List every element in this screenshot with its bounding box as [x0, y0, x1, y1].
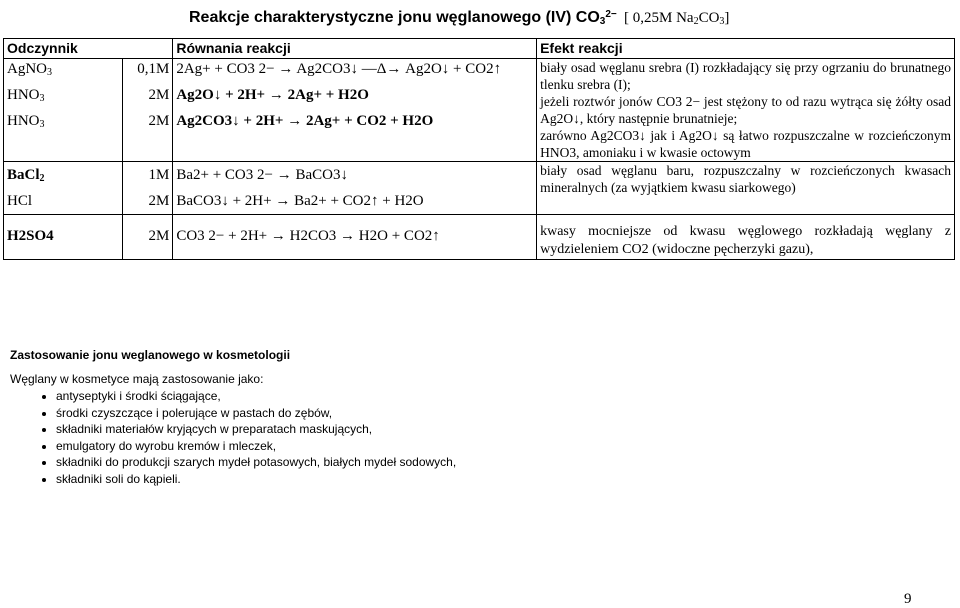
equation-cell	[173, 59, 537, 162]
list-item: • składniki do produkcji szarych mydeł potasowych, białych mydeł sodowych,	[56, 455, 456, 471]
list-item: • składniki materiałów kryjących w preparatach maskujących,	[56, 422, 456, 438]
conc-hcl: 2M	[148, 193, 170, 209]
list-item: • emulgatory do wyrobu kremów i mleczek,	[56, 439, 456, 455]
equation-5: BaCO3↓ + 2H+ → Ba2+ + CO2↑ + H2O	[176, 193, 424, 209]
header-effect: Efekt reakcji	[537, 39, 955, 59]
reagent-h2so4: H2SO4	[7, 228, 54, 244]
equation-6: CO3 2− + 2H+ → H2CO3 → H2O + CO2↑	[176, 228, 440, 244]
conc-h2so4: 2M	[148, 228, 170, 244]
table-row-sulfuric	[4, 215, 955, 260]
list-item: • antyseptyki i środki ściągające,	[56, 389, 456, 405]
uses-list	[10, 389, 456, 487]
header-reagent: Odczynnik	[4, 39, 173, 59]
section-heading: Zastosowanie jonu weglanowego w kosmetologii	[10, 348, 291, 362]
concentration-cell	[123, 162, 173, 215]
equation-4: Ba2+ + CO3 2− → BaCO3↓	[176, 167, 348, 183]
equation-cell	[173, 162, 537, 215]
page-number: 9	[904, 591, 912, 607]
reagent-hno3-a: $HNO_3$	[7, 87, 45, 104]
effect-text-5: kwasy mocniejsze od kwasu węglowego rozkładają węglany z wydzieleniem CO2 (widoczne pęcherzyki gazu),	[540, 224, 951, 257]
reagent-bacl2: BaCl$_2$	[7, 167, 45, 184]
reactions-table	[3, 38, 955, 260]
equation-cell	[173, 215, 537, 260]
title-main: Reakcje charakterystyczne jonu węglanowego (IV) $CO_3^{2-}$	[189, 9, 617, 27]
reagent-hcl: HCl	[7, 193, 33, 209]
table-row-silver	[4, 59, 955, 162]
concentration-cell	[123, 215, 173, 260]
header-equations: Równania reakcji	[173, 39, 537, 59]
effect-text-4: biały osad węglanu baru, rozpuszczalny w rozcieńczonych kwasach mineralnych (za wyjątkiem kwasu siarkowego)	[540, 163, 951, 195]
effect-text-3: zarówno Ag2CO3↓ jak i Ag2O↓ są łatwo rozpuszczalne w rozcieńczonym HNO3, amoniaku i w kwasie octowym	[540, 128, 951, 160]
conc-bacl2: 1M	[148, 167, 170, 183]
effect-cell	[537, 59, 955, 162]
conc-hno3-a: 2M	[148, 87, 170, 103]
equation-1: 2Ag+ + CO3 2− → Ag2CO3↓ —Δ→ Ag2O↓ + CO2↑	[176, 61, 502, 77]
reagent-hno3-b: $HNO_3$	[7, 113, 45, 130]
reagent-agno3: AgNO$_3$	[7, 61, 52, 78]
reagent-cell	[4, 162, 123, 215]
list-item: • środki czyszczące i polerujące w pastach do zębów,	[56, 406, 456, 422]
effect-text-2: jeżeli roztwór jonów CO3 2− jest stężony to od razu wytrąca się żółty osad Ag2O↓, który następnie brunatnieje;	[540, 94, 951, 126]
title-concentration: [ 0,25M $Na_2CO_3$]	[624, 10, 730, 27]
conc-hno3-b: 2M	[148, 113, 170, 129]
conc-agno3: 0,1M	[137, 61, 170, 77]
effect-cell	[537, 162, 955, 215]
reagent-cell	[4, 215, 123, 260]
table-row-barium	[4, 162, 955, 215]
table-header-row	[4, 39, 955, 59]
section-intro: Węglany w kosmetyce mają zastosowanie jako:	[10, 372, 264, 386]
effect-cell	[537, 215, 955, 260]
effect-text-1: biały osad węglanu srebra (I) rozkładający się przy ogrzaniu do brunatnego tlenku srebra (I);	[540, 60, 951, 92]
concentration-cell	[123, 59, 173, 162]
equation-2: Ag2O↓ + 2H+ → 2Ag+ + H2O	[176, 87, 369, 103]
list-item: • składniki soli do kąpieli.	[56, 472, 456, 488]
equation-3: Ag2CO3↓ + 2H+ → 2Ag+ + CO2 + H2O	[176, 113, 434, 129]
cosmetics-section	[10, 348, 456, 488]
reagent-cell	[4, 59, 123, 162]
